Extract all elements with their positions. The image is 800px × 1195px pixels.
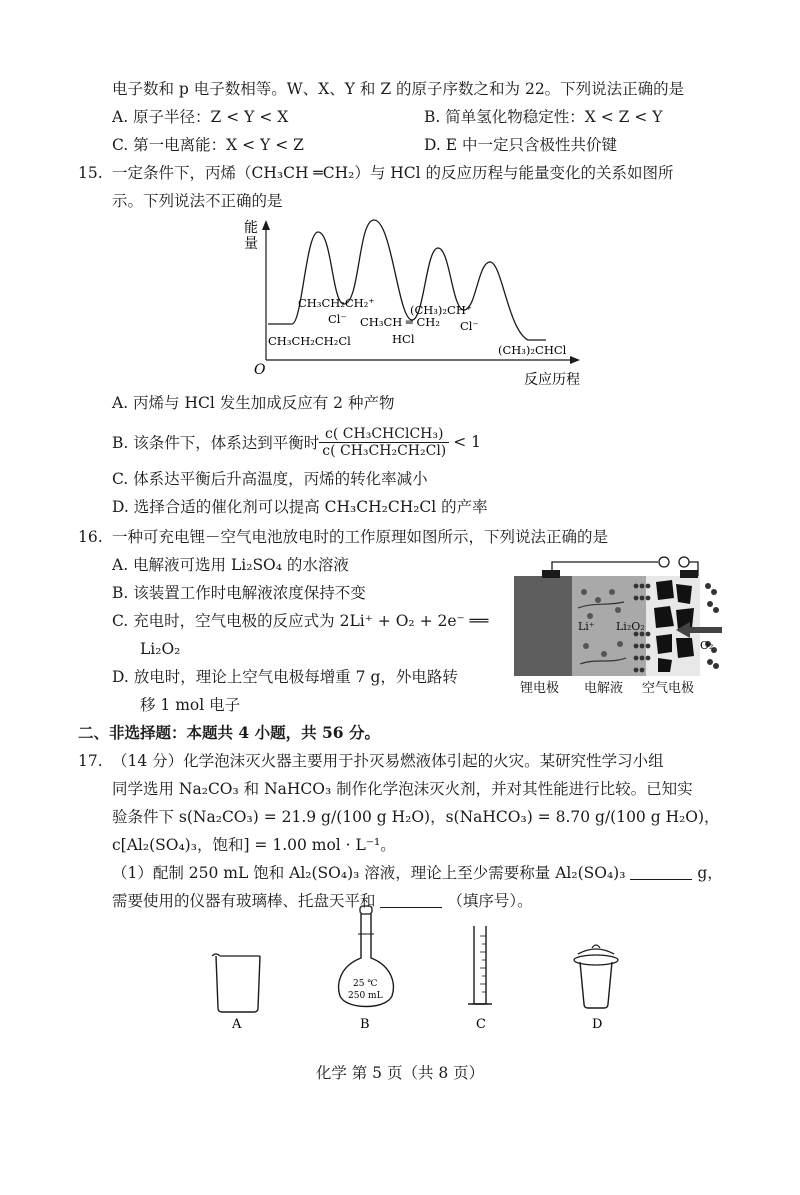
q14-option-d: D. E 中一定只含极性共价键 (424, 136, 617, 154)
q17-sub1-text: （1）配制 250 mL 饱和 Al₂(SO₄)₃ 溶液，理论上至少需要称量 Al₂(SO₄)₃ (112, 864, 626, 882)
apparatus-figure (200, 904, 620, 1034)
q15-option-b (112, 420, 481, 464)
terminal-left (659, 557, 669, 567)
li2o2-label: Li₂O₂ (616, 620, 645, 633)
origin-label: O (254, 362, 266, 378)
q16-option-c-line-2: Li₂O₂ (140, 640, 181, 658)
answer-blank-mass[interactable] (630, 865, 692, 880)
energy-profile-diagram (240, 212, 590, 392)
q17-stem-line-3: 验条件下 s(Na₂CO₃) = 21.9 g/(100 g H₂O)，s(NaHCO₃) = 8.70 g/(100 g H₂O)， (112, 808, 720, 826)
q15-number: 15. (78, 164, 103, 182)
ratio-inequality: < 1 (453, 433, 482, 451)
y-axis-label-1: 能 (244, 220, 258, 236)
intermediate-1-anion: Cl⁻ (328, 312, 347, 326)
page-footer: 化学 第 5 页（共 8 页） (315, 1064, 485, 1082)
q14-stem-line: 电子数和 p 电子数相等。W、X、Y 和 Z 的原子序数之和为 22。下列说法正确的是 (112, 80, 685, 98)
product-1-label: CH₃CH₂CH₂Cl (268, 334, 351, 348)
q14-option-c: C. 第一电离能：X < Y < Z (112, 136, 304, 154)
li-ion-label: Li⁺ (578, 620, 595, 633)
flask-temperature: 25 ℃ (353, 979, 378, 989)
o2-label: O₂ (700, 639, 714, 652)
concentration-ratio (319, 426, 449, 459)
section-heading: 二、非选择题：本题共 4 小题，共 56 分。 (78, 723, 380, 742)
intermediate-1-cation: CH₃CH₂CH₂⁺ (298, 296, 375, 310)
q17-number: 17. (78, 752, 103, 770)
q15-option-b-text: B. 该条件下，体系达到平衡时 (112, 434, 320, 452)
q17-sub1-unit: g， (697, 864, 723, 882)
circuit-wire-left (552, 562, 658, 576)
ratio-numerator: c( CH₃CHClCH₃) (319, 426, 449, 443)
intermediate-2-anion: Cl⁻ (460, 319, 479, 333)
q14-option-b: B. 简单氢化物稳定性：X < Z < Y (424, 108, 663, 126)
ratio-denominator: c( CH₃CH₂CH₂Cl) (322, 442, 447, 459)
q15-option-c: C. 体系达平衡后升高温度，丙烯的转化率减小 (112, 470, 428, 488)
q16-number: 16. (78, 528, 103, 546)
apparatus-label-d: D (592, 1017, 603, 1032)
q14-option-a: A. 原子半径：Z < Y < X (112, 108, 289, 126)
y-axis-arrow (262, 220, 270, 230)
apparatus-label-b: B (360, 1017, 370, 1032)
q17-stem-line-4: c[Al₂(SO₄)₃，饱和] = 1.00 mol · L⁻¹。 (112, 836, 396, 854)
reactant-propene: CH₃CH ═ CH₂ (360, 315, 440, 329)
terminal-right (679, 557, 689, 567)
caption-electrolyte: 电解液 (584, 681, 624, 696)
product-2-label: (CH₃)₂CHCl (498, 343, 567, 357)
crucible-d (574, 945, 618, 1008)
q16-option-d-line-2: 移 1 mol 电子 (140, 696, 241, 714)
flask-volume: 250 mL (348, 991, 383, 1001)
q15-option-a: A. 丙烯与 HCl 发生加成反应有 2 种产物 (112, 394, 395, 412)
caption-air-electrode: 空气电极 (642, 681, 695, 696)
q17-sub1-line-1 (112, 862, 723, 884)
y-axis-label-2: 量 (244, 236, 258, 252)
beaker-a (212, 954, 260, 1012)
q17-stem-line-2: 同学选用 Na₂CO₃ 和 NaHCO₃ 制作化学泡沫灭火剂，并对其性能进行比较。已知实 (112, 780, 693, 798)
q16-option-c-line-1: C. 充电时，空气电极的反应式为 2Li⁺ + O₂ + 2e⁻ ══ (112, 612, 489, 630)
apparatus-label-a: A (232, 1017, 242, 1032)
q17-stem-line-1: （14 分）化学泡沫灭火器主要用于扑灭易燃液体引起的火灾。某研究性学习小组 (112, 752, 664, 770)
intermediate-2-cation: (CH₃)₂CH⁺ (410, 303, 472, 317)
lithium-tab (542, 570, 560, 578)
q16-option-d-line-1: D. 放电时，理论上空气电极每增重 7 g，外电路转 (112, 668, 458, 686)
x-axis-arrow (570, 356, 580, 364)
caption-lithium-electrode: 锂电极 (520, 681, 560, 696)
q17-sub1-hint: （填序号）。 (447, 892, 533, 910)
q16-option-b: B. 该装置工作时电解液浓度保持不变 (112, 584, 366, 602)
q15-stem-line-2: 示。下列说法不正确的是 (112, 192, 283, 210)
q16-option-a: A. 电解液可选用 Li₂SO₄ 的水溶液 (112, 556, 349, 574)
x-axis-label: 反应历程 (524, 372, 580, 388)
apparatus-label-c: C (476, 1017, 486, 1032)
q15-option-d: D. 选择合适的催化剂可以提高 CH₃CH₂CH₂Cl 的产率 (112, 498, 488, 516)
lithium-electrode (514, 576, 572, 676)
oxygen-molecules (705, 583, 719, 669)
q16-stem-line: 一种可充电锂－空气电池放电时的工作原理如图所示，下列说法正确的是 (112, 528, 609, 546)
reactant-hcl: HCl (392, 332, 415, 346)
measuring-cylinder-c (468, 926, 492, 1004)
q15-stem-line-1: 一定条件下，丙烯（CH₃CH ═CH₂）与 HCl 的反应历程与能量变化的关系如图所 (112, 164, 674, 182)
air-tab (680, 570, 698, 578)
battery-diagram (508, 548, 728, 696)
q17-sub1-instruments: 需要使用的仪器有玻璃棒、托盘天平和 (112, 892, 376, 910)
